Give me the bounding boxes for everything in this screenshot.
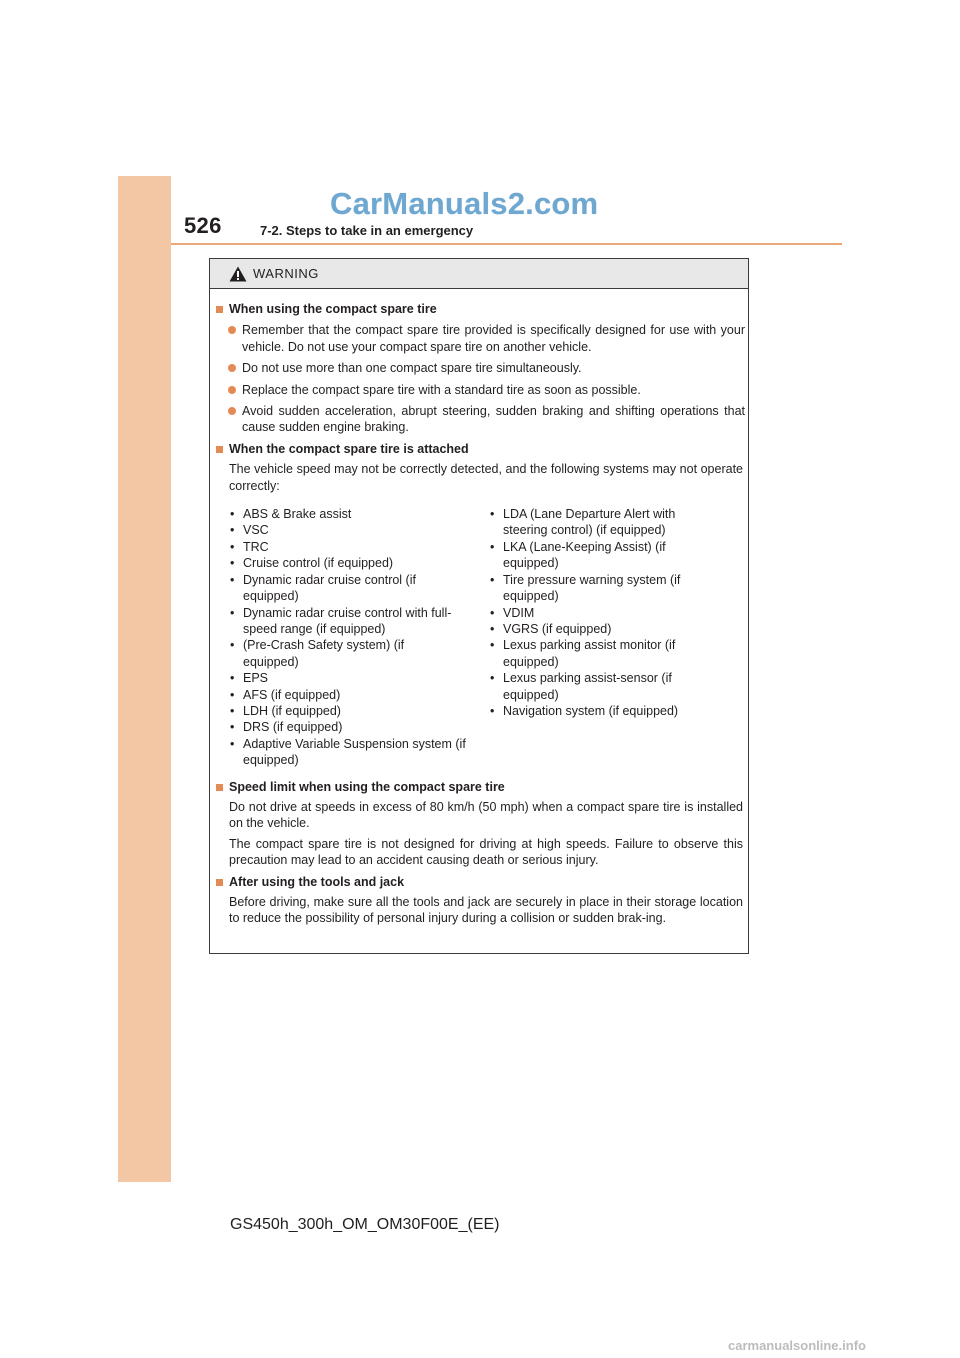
list-item: • Cruise control (if equipped): [230, 556, 394, 571]
bullet-text: Replace the compact spare tire with a standard tire as soon as possible.: [242, 382, 641, 397]
warning-triangle-icon: [229, 266, 247, 282]
list-item-text: VSC: [243, 523, 269, 538]
watermark-logo: CarManuals2.com: [330, 186, 599, 221]
bullet-text: Remember that the compact spare tire provided is specifically designed for use with your vehicle. Do not use your compact spare tire on another vehicle.: [242, 323, 745, 354]
section-heading: [216, 301, 750, 317]
list-item: • VGRS (if equipped): [490, 621, 612, 636]
systems-list-left: [230, 506, 488, 769]
section-title: When using the compact spare tire: [229, 302, 437, 316]
list-item: • AFS (if equipped): [230, 687, 341, 702]
list-item-text: LKA (Lane-Keeping Assist) (if equipped): [503, 539, 666, 571]
header-rule: [171, 243, 842, 245]
list-item: • VDIM: [490, 605, 535, 620]
list-item-text: Lexus parking assist-sensor (if equipped): [503, 671, 672, 702]
section-heading: [216, 874, 750, 890]
list-item-text: Dynamic radar cruise control (if equipped): [243, 572, 416, 604]
watermark-footer: carmanualsonline.info: [728, 1338, 866, 1353]
list-item: • LKA (Lane-Keeping Assist) (if equipped): [490, 539, 748, 572]
bullet-text: Avoid sudden acceleration, abrupt steering, sudden braking and shifting operations that cause sudden engine braking.: [242, 404, 745, 435]
list-item-text: ABS & Brake assist: [243, 507, 352, 522]
warning-header: [210, 259, 748, 289]
chapter-sidebar-tab: [118, 176, 171, 1182]
list-item-text: LDA (Lane Departure Alert with steering control) (if equipped): [503, 507, 676, 538]
warning-content: [210, 299, 750, 927]
section-title: After using the tools and jack: [229, 874, 405, 889]
list-item-text: LDH (if equipped): [243, 703, 341, 718]
list-item-text: Dynamic radar cruise control with full-speed range (if equipped): [243, 605, 452, 636]
chapter-title: 7-2. Steps to take in an emergency: [260, 223, 474, 238]
list-item-text: VDIM: [503, 605, 535, 620]
document-code: GS450h_300h_OM_OM30F00E_(EE): [230, 1216, 500, 1233]
square-bullet-icon: [216, 306, 223, 313]
list-item: • LDA (Lane Departure Alert with steering control) (if equipped): [490, 506, 748, 539]
warning-box: [209, 258, 749, 954]
circle-bullet-icon: [228, 364, 236, 372]
list-item: • DRS (if equipped): [230, 720, 343, 735]
list-item: • Dynamic radar cruise control (if equipped): [230, 572, 488, 605]
paragraph: Before driving, make sure all the tools and jack are securely in place in their storage location to reduce the possibility of personal injury during a collision or sudden brak-ing.: [229, 895, 743, 926]
list-item-text: VGRS (if equipped): [503, 621, 612, 636]
list-item: • Lexus parking assist-sensor (if equipped): [490, 670, 748, 703]
list-item-text: Lexus parking assist monitor (if equipped): [503, 638, 676, 669]
paragraph: The compact spare tire is not designed for driving at high speeds. Failure to observe this precaution may lead to an accident causing death or serious injury.: [229, 836, 743, 868]
list-item-text: EPS: [243, 671, 269, 686]
list-item-text: DRS (if equipped): [243, 720, 343, 735]
paragraph: The vehicle speed may not be correctly detected, and the following systems may not operate correctly:: [229, 462, 743, 493]
list-item-text: AFS (if equipped): [243, 687, 341, 702]
list-item-text: Navigation system (if equipped): [503, 703, 679, 718]
systems-columns: [230, 506, 750, 769]
list-item: [228, 403, 750, 436]
circle-bullet-icon: [228, 407, 236, 415]
list-item-text: TRC: [243, 539, 269, 554]
systems-list-right: [490, 506, 748, 769]
list-item: • EPS: [230, 671, 269, 686]
list-item-text: Cruise control (if equipped): [243, 556, 394, 571]
section-title: When the compact spare tire is attached: [229, 441, 469, 456]
circle-bullet-icon: [228, 386, 236, 394]
warning-label: WARNING: [253, 266, 319, 281]
list-item: • VSC: [230, 523, 269, 538]
list-item: • TRC: [230, 539, 269, 554]
list-item: • ABS & Brake assist: [230, 507, 352, 522]
section-heading: [216, 779, 750, 795]
list-item: • Dynamic radar cruise control with full-speed range (if equipped): [230, 605, 488, 638]
list-item-text: Adaptive Variable Suspension system (if equipped): [243, 736, 466, 768]
list-item: [228, 360, 750, 376]
list-item-text: Tire pressure warning system (if equipped): [503, 572, 681, 604]
list-item: [228, 322, 750, 355]
square-bullet-icon: [216, 879, 223, 886]
bullet-text: Do not use more than one compact spare tire simultaneously.: [242, 361, 582, 376]
list-item-text: (Pre-Crash Safety system) (if equipped): [243, 638, 405, 669]
list-item: • Tire pressure warning system (if equipped): [490, 572, 748, 605]
square-bullet-icon: [216, 446, 223, 453]
section-heading: [216, 441, 750, 457]
circle-bullet-icon: [228, 326, 236, 334]
list-item: • LDH (if equipped): [230, 703, 341, 718]
square-bullet-icon: [216, 784, 223, 791]
list-item: [228, 382, 750, 398]
paragraph: Do not drive at speeds in excess of 80 km/h (50 mph) when a compact spare tire is installed on the vehicle.: [229, 799, 743, 831]
page-number: 526: [184, 213, 222, 238]
list-item: • (Pre-Crash Safety system) (if equipped): [230, 637, 488, 670]
list-item: • Adaptive Variable Suspension system (if equipped): [230, 736, 488, 769]
list-item: • Lexus parking assist monitor (if equipped): [490, 637, 748, 670]
list-item: • Navigation system (if equipped): [490, 703, 679, 718]
section-title: Speed limit when using the compact spare tire: [229, 779, 505, 794]
